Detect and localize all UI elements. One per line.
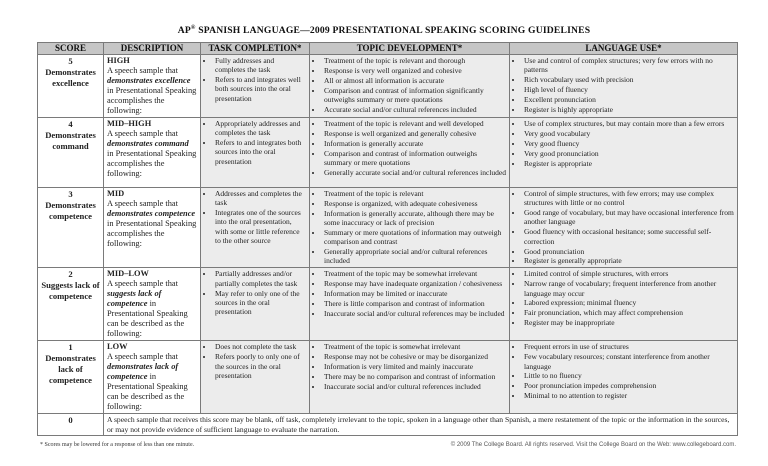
description-post: in Presentational Speaking accomplishes the following:	[107, 219, 197, 248]
topic-cell	[310, 341, 510, 414]
criterion-item: • Treatment of the topic may be somewhat irrelevant	[323, 269, 506, 278]
task-cell	[201, 268, 310, 341]
description-cell	[104, 55, 201, 118]
language-list	[513, 119, 734, 168]
language-cell	[510, 55, 738, 118]
score-number: 1	[68, 342, 73, 353]
score-cell	[38, 188, 104, 268]
criterion-item: • Response is well organized and generally cohesive	[323, 129, 506, 138]
criterion-item: • There is little comparison and contrast of information	[323, 299, 506, 308]
description-text	[107, 129, 197, 179]
description-emphasis: demonstrates excellence	[107, 76, 191, 85]
criterion-item: • Information may be limited or inaccurate	[323, 289, 506, 298]
score-row	[38, 118, 738, 188]
criterion-item: • Integrates one of the sources into the oral presentation, with some or little reference to the other source	[214, 208, 306, 245]
criterion-item: • Fair pronunciation, which may affect comprehension	[523, 308, 734, 317]
description-pre: A speech sample that	[107, 279, 178, 289]
task-list	[204, 189, 306, 245]
criterion-item: • Register is highly appropriate	[523, 105, 734, 114]
criterion-item: • Very good vocabulary	[523, 129, 734, 138]
topic-list	[313, 56, 506, 114]
description-post: in Presentational Speaking can be described as the following:	[107, 299, 188, 339]
description-post: in Presentational Speaking can be described as the following:	[107, 372, 188, 412]
criterion-item: • Good range of vocabulary, but may have occasional interference from another language	[523, 208, 734, 227]
criterion-item: • Use and control of complex structures; very few errors with no patterns	[523, 56, 734, 75]
task-cell	[201, 55, 310, 118]
criterion-item: • Treatment of the topic is relevant	[323, 189, 506, 198]
topic-cell	[310, 188, 510, 268]
score-cell	[38, 341, 104, 414]
score-row-zero	[38, 414, 738, 436]
language-cell	[510, 118, 738, 188]
score-number: 0	[38, 414, 104, 436]
topic-cell	[310, 118, 510, 188]
criterion-item: • There may be no comparison and contrast of information	[323, 372, 506, 381]
criterion-item: • Fully addresses and completes the task	[214, 56, 306, 75]
task-list	[204, 342, 306, 380]
task-cell	[201, 341, 310, 414]
task-cell	[201, 118, 310, 188]
criterion-item: • Few vocabulary resources; constant interference from another language	[523, 352, 734, 371]
score-row	[38, 55, 738, 118]
criterion-item: • Very good pronunciation	[523, 149, 734, 158]
description-text	[107, 352, 197, 412]
criterion-item: • Good pronunciation	[523, 247, 734, 256]
criterion-item: • Inaccurate social and/or cultural references included	[323, 382, 506, 391]
topic-list	[313, 119, 506, 177]
language-cell	[510, 341, 738, 414]
header-task-completion: TASK COMPLETION*	[201, 43, 310, 55]
criterion-item: • Register is appropriate	[523, 159, 734, 168]
criterion-item: • Generally accurate social and/or cultural references included	[323, 168, 506, 177]
criterion-item: • Response may not be cohesive or may be disorganized	[323, 352, 506, 361]
criterion-item: • Response is very well organized and cohesive	[323, 66, 506, 75]
criterion-item: • Register is generally appropriate	[523, 256, 734, 265]
criterion-item: • Appropriately addresses and completes the task	[214, 119, 306, 138]
criterion-item: • Labored expression; minimal fluency	[523, 298, 734, 307]
criterion-item: • Limited control of simple structures, with errors	[523, 269, 734, 278]
criterion-item: • Information is generally accurate, although there may be some inaccuracy or lack of precision	[323, 209, 506, 228]
description-pre: A speech sample that	[107, 352, 178, 362]
header-topic-development: TOPIC DEVELOPMENT*	[310, 43, 510, 55]
score-row	[38, 188, 738, 268]
task-list	[204, 56, 306, 103]
criterion-item: • Partially addresses and/or partially completes the task	[214, 269, 306, 288]
criterion-item: • Summary or mere quotations of information may outweigh comparison and contrast	[323, 228, 506, 247]
level-label: MID–LOW	[107, 269, 149, 279]
level-label: MID–HIGH	[107, 119, 152, 128]
header-score: SCORE	[38, 43, 104, 55]
score-number: 2	[68, 269, 73, 280]
score-cell	[38, 268, 104, 341]
description-text	[107, 66, 197, 116]
criterion-item: • Accurate social and/or cultural references included	[323, 105, 506, 114]
criterion-item: • Refers to and integrates both sources into the oral presentation	[214, 138, 306, 166]
criterion-item: • Response is organized, with adequate cohesiveness	[323, 199, 506, 208]
criterion-item: • Inaccurate social and/or cultural references may be included	[323, 309, 506, 318]
description-text	[107, 279, 197, 339]
criterion-item: • Use of complex structures, but may contain more than a few errors	[523, 119, 734, 128]
criterion-item: • Minimal to no attention to register	[523, 391, 734, 400]
language-cell	[510, 268, 738, 341]
criterion-item: • Information is very limited and mainly inaccurate	[323, 362, 506, 371]
score-number: 3	[68, 189, 73, 199]
copyright: © 2009 The College Board. All rights reserved. Visit the College Board on the Web: www.collegeboard.com.	[450, 442, 736, 449]
criterion-item: • Does not complete the task	[214, 342, 306, 351]
criterion-item: • Comparison and contrast of information outweighs summary or mere quotations	[323, 149, 506, 168]
score-row	[38, 268, 738, 341]
level-label: MID	[107, 189, 125, 198]
score-label: Demonstrates competence	[45, 200, 96, 221]
description-pre: A speech sample that	[107, 199, 178, 208]
criterion-item: • Response may have inadequate organization / cohesiveness	[323, 279, 506, 288]
footnote: * Scores may be lowered for a response of less than one minute.	[40, 442, 195, 449]
description-pre: A speech sample that	[107, 129, 178, 138]
description-cell	[104, 268, 201, 341]
score-cell	[38, 118, 104, 188]
description-post: in Presentational Speaking accomplishes the following:	[107, 149, 197, 178]
criterion-item: • Register may be inappropriate	[523, 318, 734, 327]
criterion-item: • Good fluency with occasional hesitance; some successful self-correction	[523, 227, 734, 246]
header-description: DESCRIPTION	[104, 43, 201, 55]
criterion-item: • Frequent errors in use of structures	[523, 342, 734, 351]
criterion-item: • Treatment of the topic is relevant and well developed	[323, 119, 506, 128]
score-label: Demonstrates command	[45, 130, 96, 151]
topic-list	[313, 342, 506, 391]
criterion-item: • Very good fluency	[523, 139, 734, 148]
criterion-item: • All or almost all information is accurate	[323, 76, 506, 85]
language-list	[513, 342, 734, 400]
description-text	[107, 199, 197, 249]
language-cell	[510, 188, 738, 268]
description-emphasis: suggests lack of competence	[107, 289, 162, 309]
score-label: Demonstrates lack of competence	[45, 353, 96, 386]
criterion-item: • Generally appropriate social and/or cultural references included	[323, 247, 506, 266]
description-emphasis: demonstrates command	[107, 139, 189, 148]
description-cell	[104, 188, 201, 268]
language-list	[513, 269, 734, 327]
header-row	[38, 43, 738, 55]
score-label: Suggests lack of competence	[41, 280, 100, 302]
description-cell	[104, 118, 201, 188]
language-list	[513, 189, 734, 266]
score-label: Demonstrates excellence	[45, 67, 96, 88]
zero-description: A speech sample that receives this score may be blank, off task, completely irrelevant to the topic, spoken in a language other than Spanish, a mere restatement of the topic or the information in the sources, or may not provide evidence of sufficient language to evaluate the narration.	[104, 414, 738, 436]
page-title	[0, 25, 768, 36]
criterion-item: • Poor pronunciation impedes comprehension	[523, 381, 734, 390]
level-label: HIGH	[107, 56, 130, 65]
page-footer	[37, 441, 737, 449]
topic-cell	[310, 268, 510, 341]
criterion-item: • Addresses and completes the task	[214, 189, 306, 208]
criterion-item: • Comparison and contrast of information significantly outweighs summary or mere quotations	[323, 86, 506, 105]
criterion-item: • Refers poorly to only one of the sources in the oral presentation	[214, 352, 306, 380]
criterion-item: • Information is generally accurate	[323, 139, 506, 148]
description-emphasis: demonstrates lack of competence	[107, 362, 179, 382]
description-post: in Presentational Speaking accomplishes the following:	[107, 86, 197, 115]
title-prefix: AP	[177, 25, 191, 37]
topic-cell	[310, 55, 510, 118]
criterion-item: • Treatment of the topic is relevant and thorough	[323, 56, 506, 65]
content-wrapper	[37, 42, 737, 449]
criterion-item: • Excellent pronunciation	[523, 95, 734, 104]
description-pre: A speech sample that	[107, 66, 178, 75]
criterion-item: • Treatment of the topic is somewhat irrelevant	[323, 342, 506, 351]
topic-list	[313, 189, 506, 266]
criterion-item: • High level of fluency	[523, 85, 734, 94]
criterion-item: • Rich vocabulary used with precision	[523, 75, 734, 84]
task-list	[204, 269, 306, 316]
registered-mark: ®	[190, 25, 196, 31]
criterion-item: • May refer to only one of the sources in the oral presentation	[214, 289, 306, 317]
header-language-use: LANGUAGE USE*	[510, 43, 738, 55]
criterion-item: • Refers to and integrates well both sources into the oral presentation	[214, 75, 306, 103]
description-cell	[104, 341, 201, 414]
score-number: 5	[68, 56, 73, 66]
score-number: 4	[68, 119, 73, 129]
language-list	[513, 56, 734, 114]
task-cell	[201, 188, 310, 268]
topic-list	[313, 269, 506, 318]
description-emphasis: demonstrates competence	[107, 209, 196, 218]
criterion-item: • Narrow range of vocabulary; frequent interference from another language may occur	[523, 279, 734, 298]
score-row	[38, 341, 738, 414]
task-list	[204, 119, 306, 166]
criterion-item: • Control of simple structures, with few errors; may use complex structures with little or no control	[523, 189, 734, 208]
title-text: SPANISH LANGUAGE—2009 PRESENTATIONAL SPEAKING SCORING GUIDELINES	[195, 25, 591, 37]
level-label: LOW	[107, 342, 128, 352]
score-cell	[38, 55, 104, 118]
scoring-guidelines-table	[37, 42, 738, 436]
criterion-item: • Little to no fluency	[523, 371, 734, 380]
